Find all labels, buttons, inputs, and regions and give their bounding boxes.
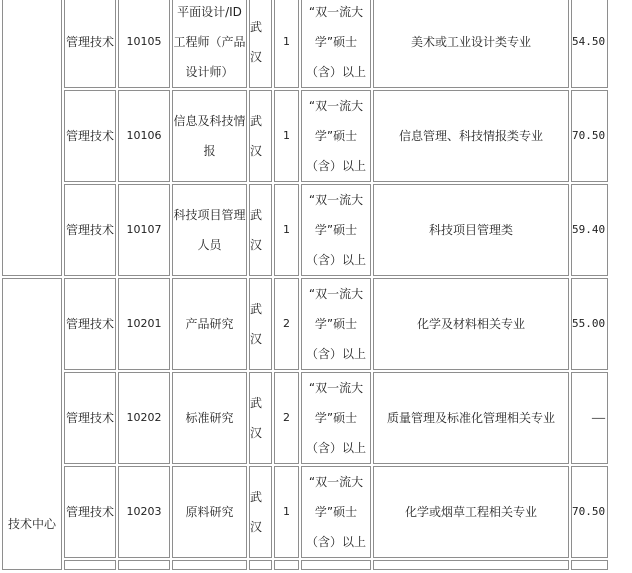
position-cell: 产品研究 xyxy=(172,278,247,370)
location-cell: 武汉 xyxy=(249,0,272,88)
category-cell: 管理技术 xyxy=(64,372,116,464)
code-cell: 10105 xyxy=(118,0,170,88)
position-cell xyxy=(172,560,247,570)
category-cell: 管理技术 xyxy=(64,466,116,558)
table-row xyxy=(2,0,608,88)
position-cell: 原料研究 xyxy=(172,466,247,558)
table-row xyxy=(2,278,608,370)
major-cell: 科技项目管理类 xyxy=(373,184,569,276)
location-cell: 武汉 xyxy=(249,184,272,276)
position-cell: 科技项目管理人员 xyxy=(172,184,247,276)
education-cell: “双一流大学”硕士（含）以上 xyxy=(301,372,371,464)
count-cell xyxy=(274,560,299,570)
education-cell: “双一流大学”硕士（含）以上 xyxy=(301,466,371,558)
location-cell: 武汉 xyxy=(249,90,272,182)
score-cell: 54.50 xyxy=(571,0,608,88)
score-cell: 59.40 xyxy=(571,184,608,276)
score-cell: 70.50 xyxy=(571,90,608,182)
category-cell: 管理技术 xyxy=(64,0,116,88)
education-cell: “双一流大学”硕士（含）以上 xyxy=(301,184,371,276)
category-cell: 管理技术 xyxy=(64,90,116,182)
code-cell: 10203 xyxy=(118,466,170,558)
major-cell: 质量管理及标准化管理相关专业 xyxy=(373,372,569,464)
department-cell: 技术中心 xyxy=(2,278,62,570)
major-cell: 信息管理、科技情报类专业 xyxy=(373,90,569,182)
count-cell: 1 xyxy=(274,90,299,182)
table-row xyxy=(2,184,608,276)
count-cell: 1 xyxy=(274,184,299,276)
location-cell: 武汉 xyxy=(249,372,272,464)
table-row xyxy=(2,90,608,182)
code-cell: 10106 xyxy=(118,90,170,182)
position-cell: 标准研究 xyxy=(172,372,247,464)
count-cell: 2 xyxy=(274,278,299,370)
table-row xyxy=(2,466,608,558)
category-cell: 管理技术 xyxy=(64,278,116,370)
position-cell: 信息及科技情报 xyxy=(172,90,247,182)
location-cell: 武汉 xyxy=(249,278,272,370)
code-cell xyxy=(118,560,170,570)
education-cell: “双一流大学”硕士（含）以上 xyxy=(301,0,371,88)
category-cell: 管理技术 xyxy=(64,184,116,276)
location-cell: 武汉 xyxy=(249,466,272,558)
major-cell xyxy=(373,560,569,570)
score-cell: 55.00 xyxy=(571,278,608,370)
score-cell xyxy=(571,560,608,570)
count-cell: 2 xyxy=(274,372,299,464)
category-cell xyxy=(64,560,116,570)
score-cell: 70.50 xyxy=(571,466,608,558)
department-cell xyxy=(2,0,62,276)
location-cell xyxy=(249,560,272,570)
code-cell: 10202 xyxy=(118,372,170,464)
table-row xyxy=(2,560,608,570)
code-cell: 10107 xyxy=(118,184,170,276)
score-cell: —— xyxy=(571,372,608,464)
major-cell: 美术或工业设计类专业 xyxy=(373,0,569,88)
count-cell: 1 xyxy=(274,466,299,558)
major-cell: 化学或烟草工程相关专业 xyxy=(373,466,569,558)
education-cell xyxy=(301,560,371,570)
count-cell: 1 xyxy=(274,0,299,88)
major-cell: 化学及材料相关专业 xyxy=(373,278,569,370)
position-cell: 平面设计/ID工程师（产品设计师） xyxy=(172,0,247,88)
code-cell: 10201 xyxy=(118,278,170,370)
education-cell: “双一流大学”硕士（含）以上 xyxy=(301,278,371,370)
education-cell: “双一流大学”硕士（含）以上 xyxy=(301,90,371,182)
table-row xyxy=(2,372,608,464)
